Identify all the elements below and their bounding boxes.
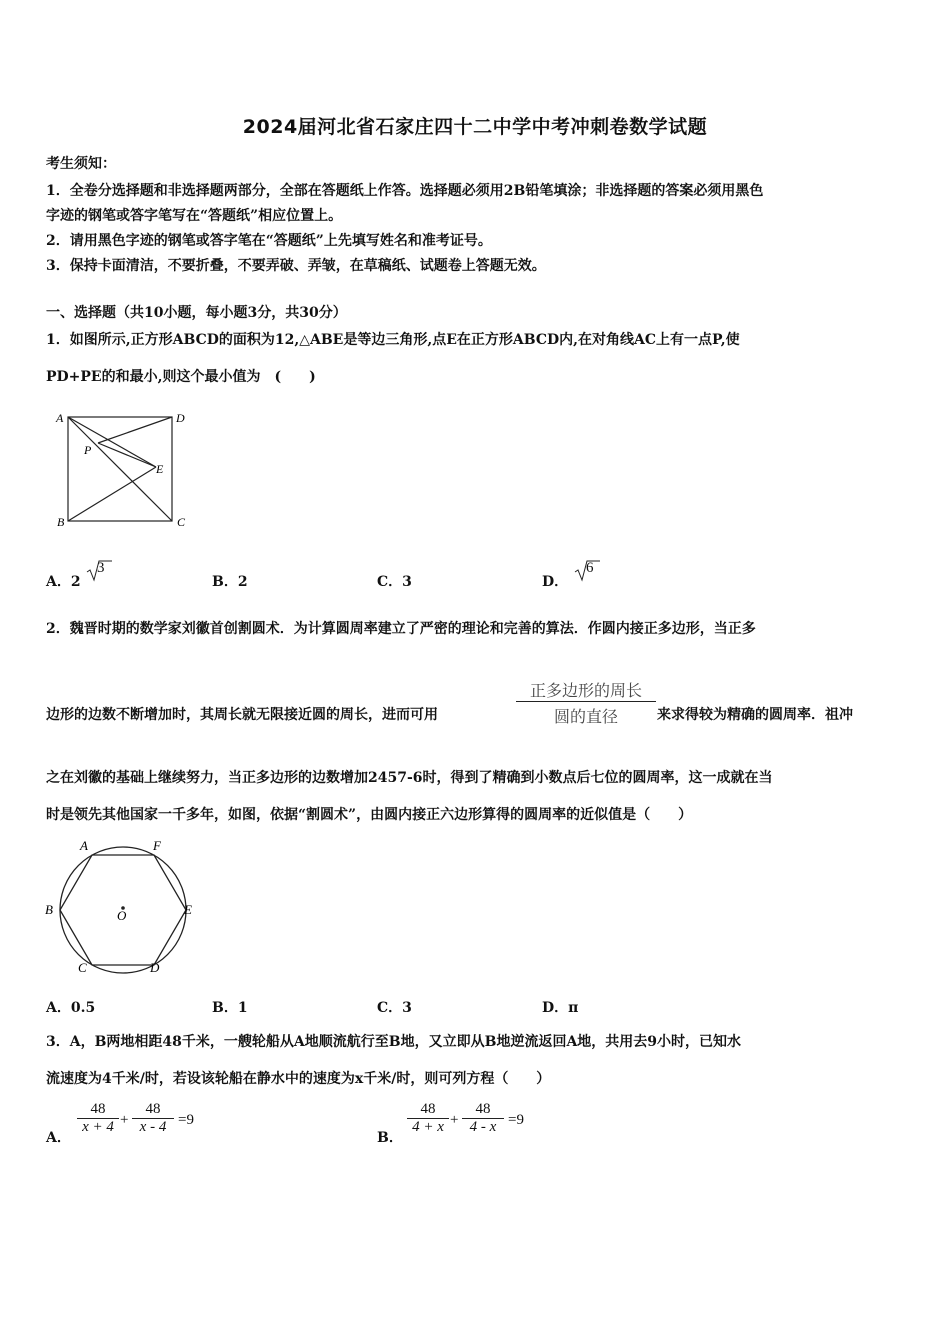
q1-option-a[interactable] — [46, 571, 81, 591]
q1-option-a-label: A．2 — [46, 574, 81, 590]
q1-option-d[interactable]: D． — [542, 574, 569, 590]
notice-item-2: 2．请用黑色字迹的钢笔或答字笔在“答题纸”上先填写姓名和准考证号。 — [46, 233, 492, 249]
q3-b-denominator-1: 4 + x — [407, 1118, 449, 1136]
page-title: 2024届河北省石家庄四十二中学中考冲刺卷数学试题 — [242, 116, 708, 138]
q3-b-numerator-1: 48 — [420, 1101, 436, 1117]
q2-option-d[interactable]: D．π — [542, 1000, 579, 1016]
q2-text-line4: 时是领先其他国家一千多年，如图，依据“割圆术”，由圆内接正六边形算得的圆周率的近似值是（ ） — [46, 807, 693, 823]
q1-text-line2: PD+PE的和最小,则这个最小值为 ( ) — [46, 369, 316, 385]
segment-dp — [98, 417, 172, 443]
q3-a-plus: + — [120, 1112, 129, 1128]
q2-text-line2-end: 来求得较为精确的圆周率．祖冲 — [657, 707, 853, 723]
q3-b-plus: + — [450, 1112, 459, 1128]
q1-option-a-radicand: 3 — [97, 560, 105, 576]
q2-hexagon-figure — [40, 834, 210, 976]
label-b: B — [57, 515, 65, 529]
label-b: B — [45, 902, 53, 917]
q3-b-fraction-1 — [407, 1101, 449, 1136]
q3-a-fraction-2 — [132, 1101, 174, 1136]
q3-a-numerator-1: 48 — [90, 1101, 106, 1117]
notice-item-1-cont: 字迹的钢笔或答字笔写在“答题纸”相应位置上。 — [46, 208, 343, 224]
label-o: O — [117, 908, 127, 923]
section-heading: 一、选择题（共10小题，每小题3分，共30分） — [46, 305, 347, 321]
notice-heading: 考生须知： — [46, 156, 116, 172]
q1-option-d-radicand: 6 — [586, 560, 594, 576]
q2-text-line3: 之在刘徽的基础上继续努力，当正多边形的边数增加2457-6时，得到了精确到小数点后七位的圆周率，这一成就在当 — [46, 770, 773, 786]
q3-b-denominator-2: 4 - x — [462, 1118, 504, 1136]
label-d: D — [150, 960, 160, 975]
label-c: C — [78, 960, 87, 975]
q2-fraction-denominator: 圆的直径 — [516, 701, 656, 727]
label-f: F — [153, 838, 161, 853]
label-e: E — [184, 902, 192, 917]
q3-option-a[interactable]: A． — [46, 1130, 71, 1146]
q2-fraction — [516, 678, 656, 727]
q3-a-numerator-2: 48 — [145, 1101, 161, 1117]
label-e: E — [156, 462, 164, 476]
q2-text-line1: 2．魏晋时期的数学家刘徽首创割圆术．为计算圆周率建立了严密的理论和完善的算法．作圆内接正多边形，当正多 — [46, 621, 756, 637]
q3-b-fraction-2 — [462, 1101, 504, 1136]
segment-ae — [68, 417, 156, 467]
q1-option-b[interactable]: B．2 — [212, 574, 248, 590]
q3-a-denominator-2: x - 4 — [132, 1118, 174, 1136]
q3-text-line1: 3．A，B两地相距48千米，一艘轮船从A地顺流航行至B地，又立即从B地逆流返回A地，共用去9小时，已知水 — [46, 1034, 742, 1050]
label-c: C — [177, 515, 186, 529]
q1-text-line1: 1．如图所示,正方形ABCD的面积为12,△ABE是等边三角形,点E在正方形ABCD内,在对角线AC上有一点P,使 — [46, 332, 740, 348]
q3-b-rhs: =9 — [508, 1112, 524, 1128]
q2-option-c[interactable]: C．3 — [377, 1000, 412, 1016]
q2-option-a[interactable]: A．0.5 — [46, 1000, 96, 1016]
segment-be — [68, 467, 156, 521]
q2-option-b[interactable]: B．1 — [212, 1000, 248, 1016]
label-a: A — [80, 838, 88, 853]
q1-option-c[interactable]: C．3 — [377, 574, 412, 590]
q3-a-denominator-1: x + 4 — [77, 1118, 119, 1136]
q3-a-rhs: =9 — [178, 1112, 194, 1128]
label-a: A — [56, 411, 64, 425]
notice-item-1: 1．全卷分选择题和非选择题两部分，全部在答题纸上作答。选择题必须用2B铅笔填涂；非选择题的答案必须用黑色 — [46, 183, 764, 199]
label-p: P — [84, 443, 92, 457]
q3-option-b[interactable]: B． — [377, 1130, 403, 1146]
q1-square-figure — [52, 405, 202, 535]
q3-b-numerator-2: 48 — [475, 1101, 491, 1117]
q3-text-line2: 流速度为4千米/时，若设该轮船在静水中的速度为x千米/时，则可列方程（ ） — [46, 1071, 551, 1087]
q3-a-fraction-1 — [77, 1101, 119, 1136]
label-d: D — [176, 411, 185, 425]
notice-item-3: 3．保持卡面清洁，不要折叠，不要弄破、弄皱，在草稿纸、试题卷上答题无效。 — [46, 258, 546, 274]
q2-fraction-numerator: 正多边形的周长 — [529, 683, 642, 700]
q2-text-line2: 边形的边数不断增加时，其周长就无限接近圆的周长，进而可用 — [46, 707, 438, 723]
